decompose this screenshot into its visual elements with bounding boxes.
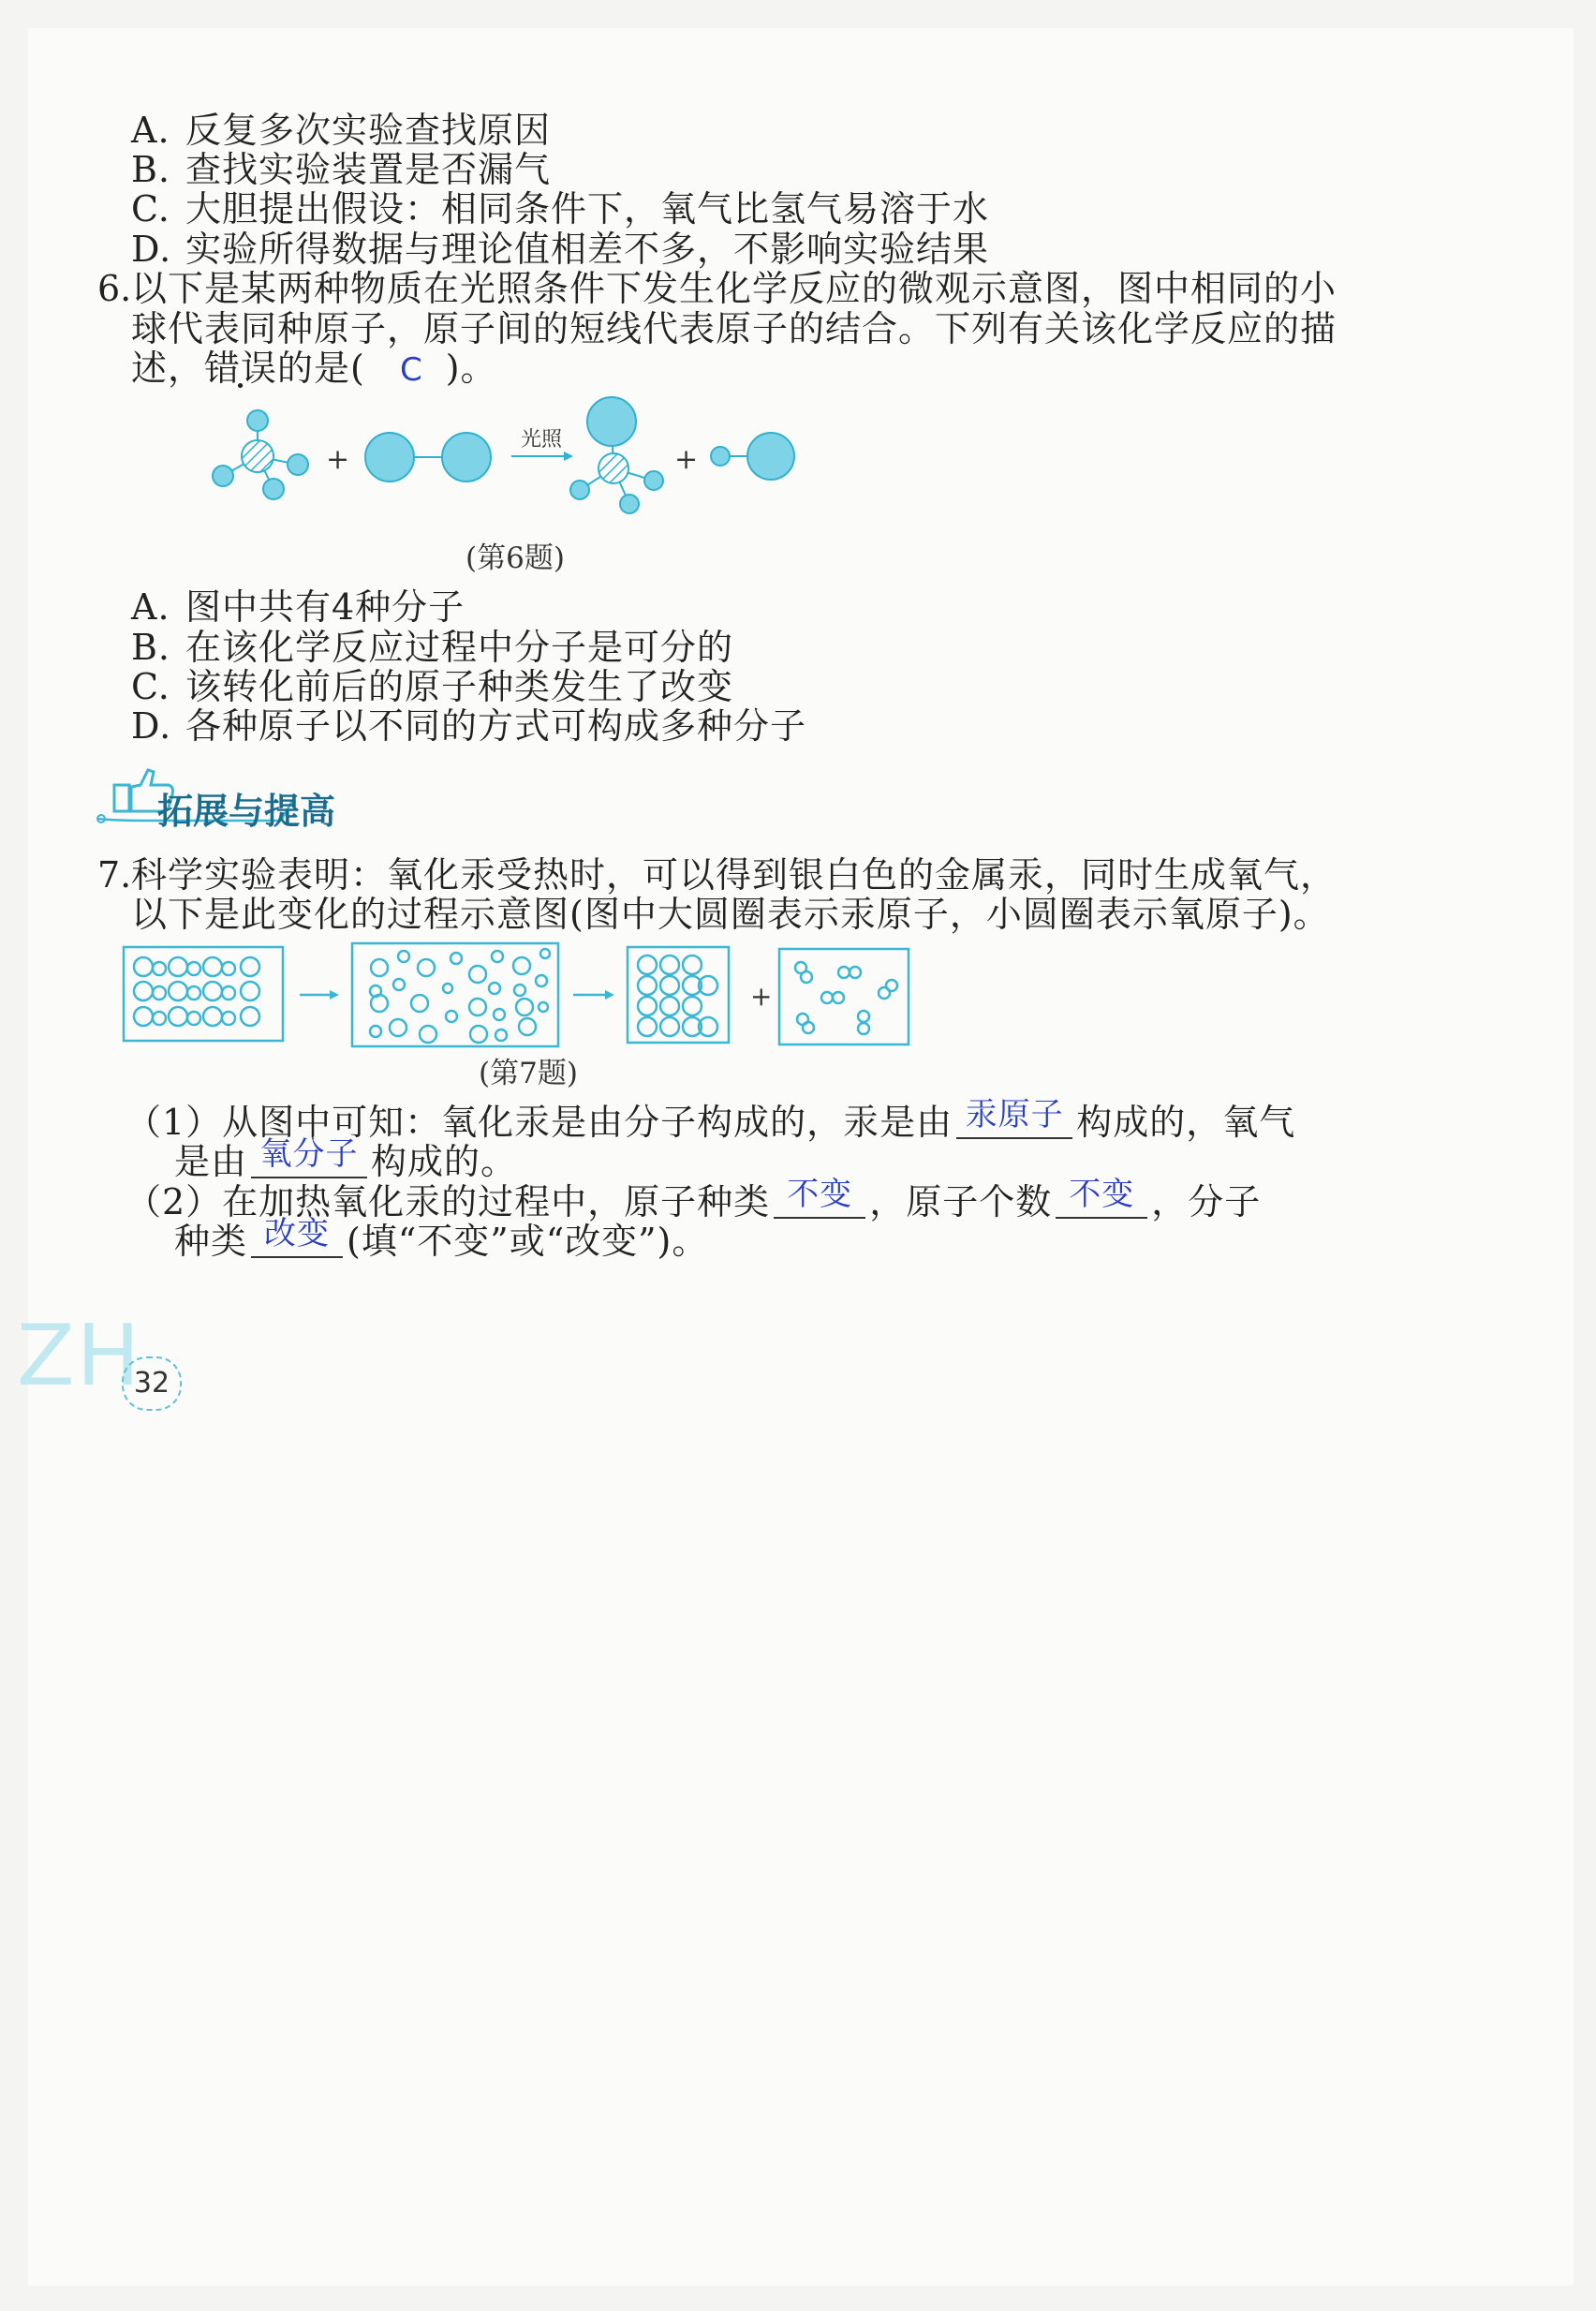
- q6-caption: (第6题): [466, 541, 565, 575]
- q7-number: 7.: [97, 854, 132, 896]
- q7-caption: (第7题): [479, 1057, 578, 1090]
- q6-number: 6.: [97, 268, 132, 309]
- answer-atom-count: 不变: [1069, 1176, 1135, 1213]
- answer-oxygen-molecule: 氧分子: [259, 1135, 359, 1173]
- answer-atom-type: 不变: [787, 1176, 853, 1213]
- q6-option-b: B. 在该化学反应过程中分子是可分的: [131, 627, 734, 668]
- separated-atoms: [370, 949, 550, 1043]
- q6-option-a: A. 图中共有4种分子: [131, 586, 466, 628]
- q7-part2-line2: 种类 改变 (填“不变”或“改变”)。: [174, 1215, 709, 1262]
- zh-logo: ZH: [17, 1307, 142, 1405]
- q7-stem-line2: 以下是此变化的过程示意图(图中大圆圈表示汞原子，小圆圈表示氧原子)。: [131, 894, 1330, 935]
- oxygen-molecules: [795, 962, 897, 1034]
- section-title: 拓展与提高: [157, 791, 336, 832]
- answer-mercury-atom: 汞原子: [965, 1096, 1064, 1133]
- answer-molecule-type: 改变: [264, 1215, 331, 1252]
- q7-part2-line1: （2）在加热氧化汞的过程中，原子种类 不变 ，原子个数 不变 ，分子: [126, 1176, 1262, 1222]
- q6-stem-line3: 述，错误的是( C )。: [131, 348, 497, 389]
- answer-blank: [956, 1096, 1072, 1139]
- mercury-oxide-molecules: [134, 957, 259, 1026]
- q5-option-b: B. 查找实验装置是否漏气: [131, 149, 552, 190]
- mercury-atoms: [638, 956, 717, 1036]
- q7-stem-line1: 科学实验表明：氧化汞受热时，可以得到银白色的金属汞，同时生成氧气，: [131, 854, 1337, 896]
- q7-part1-line1: （1）从图中可知：氧化汞是由分子构成的，汞是由 汞原子 构成的，氧气: [126, 1096, 1296, 1143]
- arrow-label: 光照: [521, 428, 563, 452]
- q6-option-c: C. 该转化前后的原子种类发生了改变: [131, 666, 734, 707]
- q6-answer: C: [399, 351, 423, 389]
- emphasis-text: 错误: [204, 348, 278, 389]
- q7-plus-sign: +: [750, 981, 773, 1012]
- q7-part1-line2: 是由 氧分子 构成的。: [174, 1135, 518, 1182]
- answer-blank: [251, 1215, 343, 1258]
- answer-blank: [1056, 1176, 1147, 1219]
- q6-stem-line1: 以下是某两种物质在光照条件下发生化学反应的微观示意图，图中相同的小: [131, 268, 1337, 309]
- q6-stem-line2: 球代表同种原子，原子间的短线代表原子的结合。下列有关该化学反应的描: [131, 308, 1337, 349]
- plus-sign-2: +: [674, 443, 699, 476]
- q5-option-a: A. 反复多次实验查找原因: [131, 110, 552, 151]
- q5-option-d: D. 实验所得数据与理论值相差不多，不影响实验结果: [131, 229, 990, 270]
- page-number: 32: [122, 1356, 182, 1411]
- q6-option-d: D. 各种原子以不同的方式可构成多种分子: [131, 705, 807, 747]
- q5-option-c: C. 大胆提出假设：相同条件下，氧气比氢气易溶于水: [131, 188, 990, 230]
- answer-blank: [774, 1176, 865, 1219]
- answer-blank: [251, 1135, 367, 1178]
- plus-sign-1: +: [326, 443, 350, 476]
